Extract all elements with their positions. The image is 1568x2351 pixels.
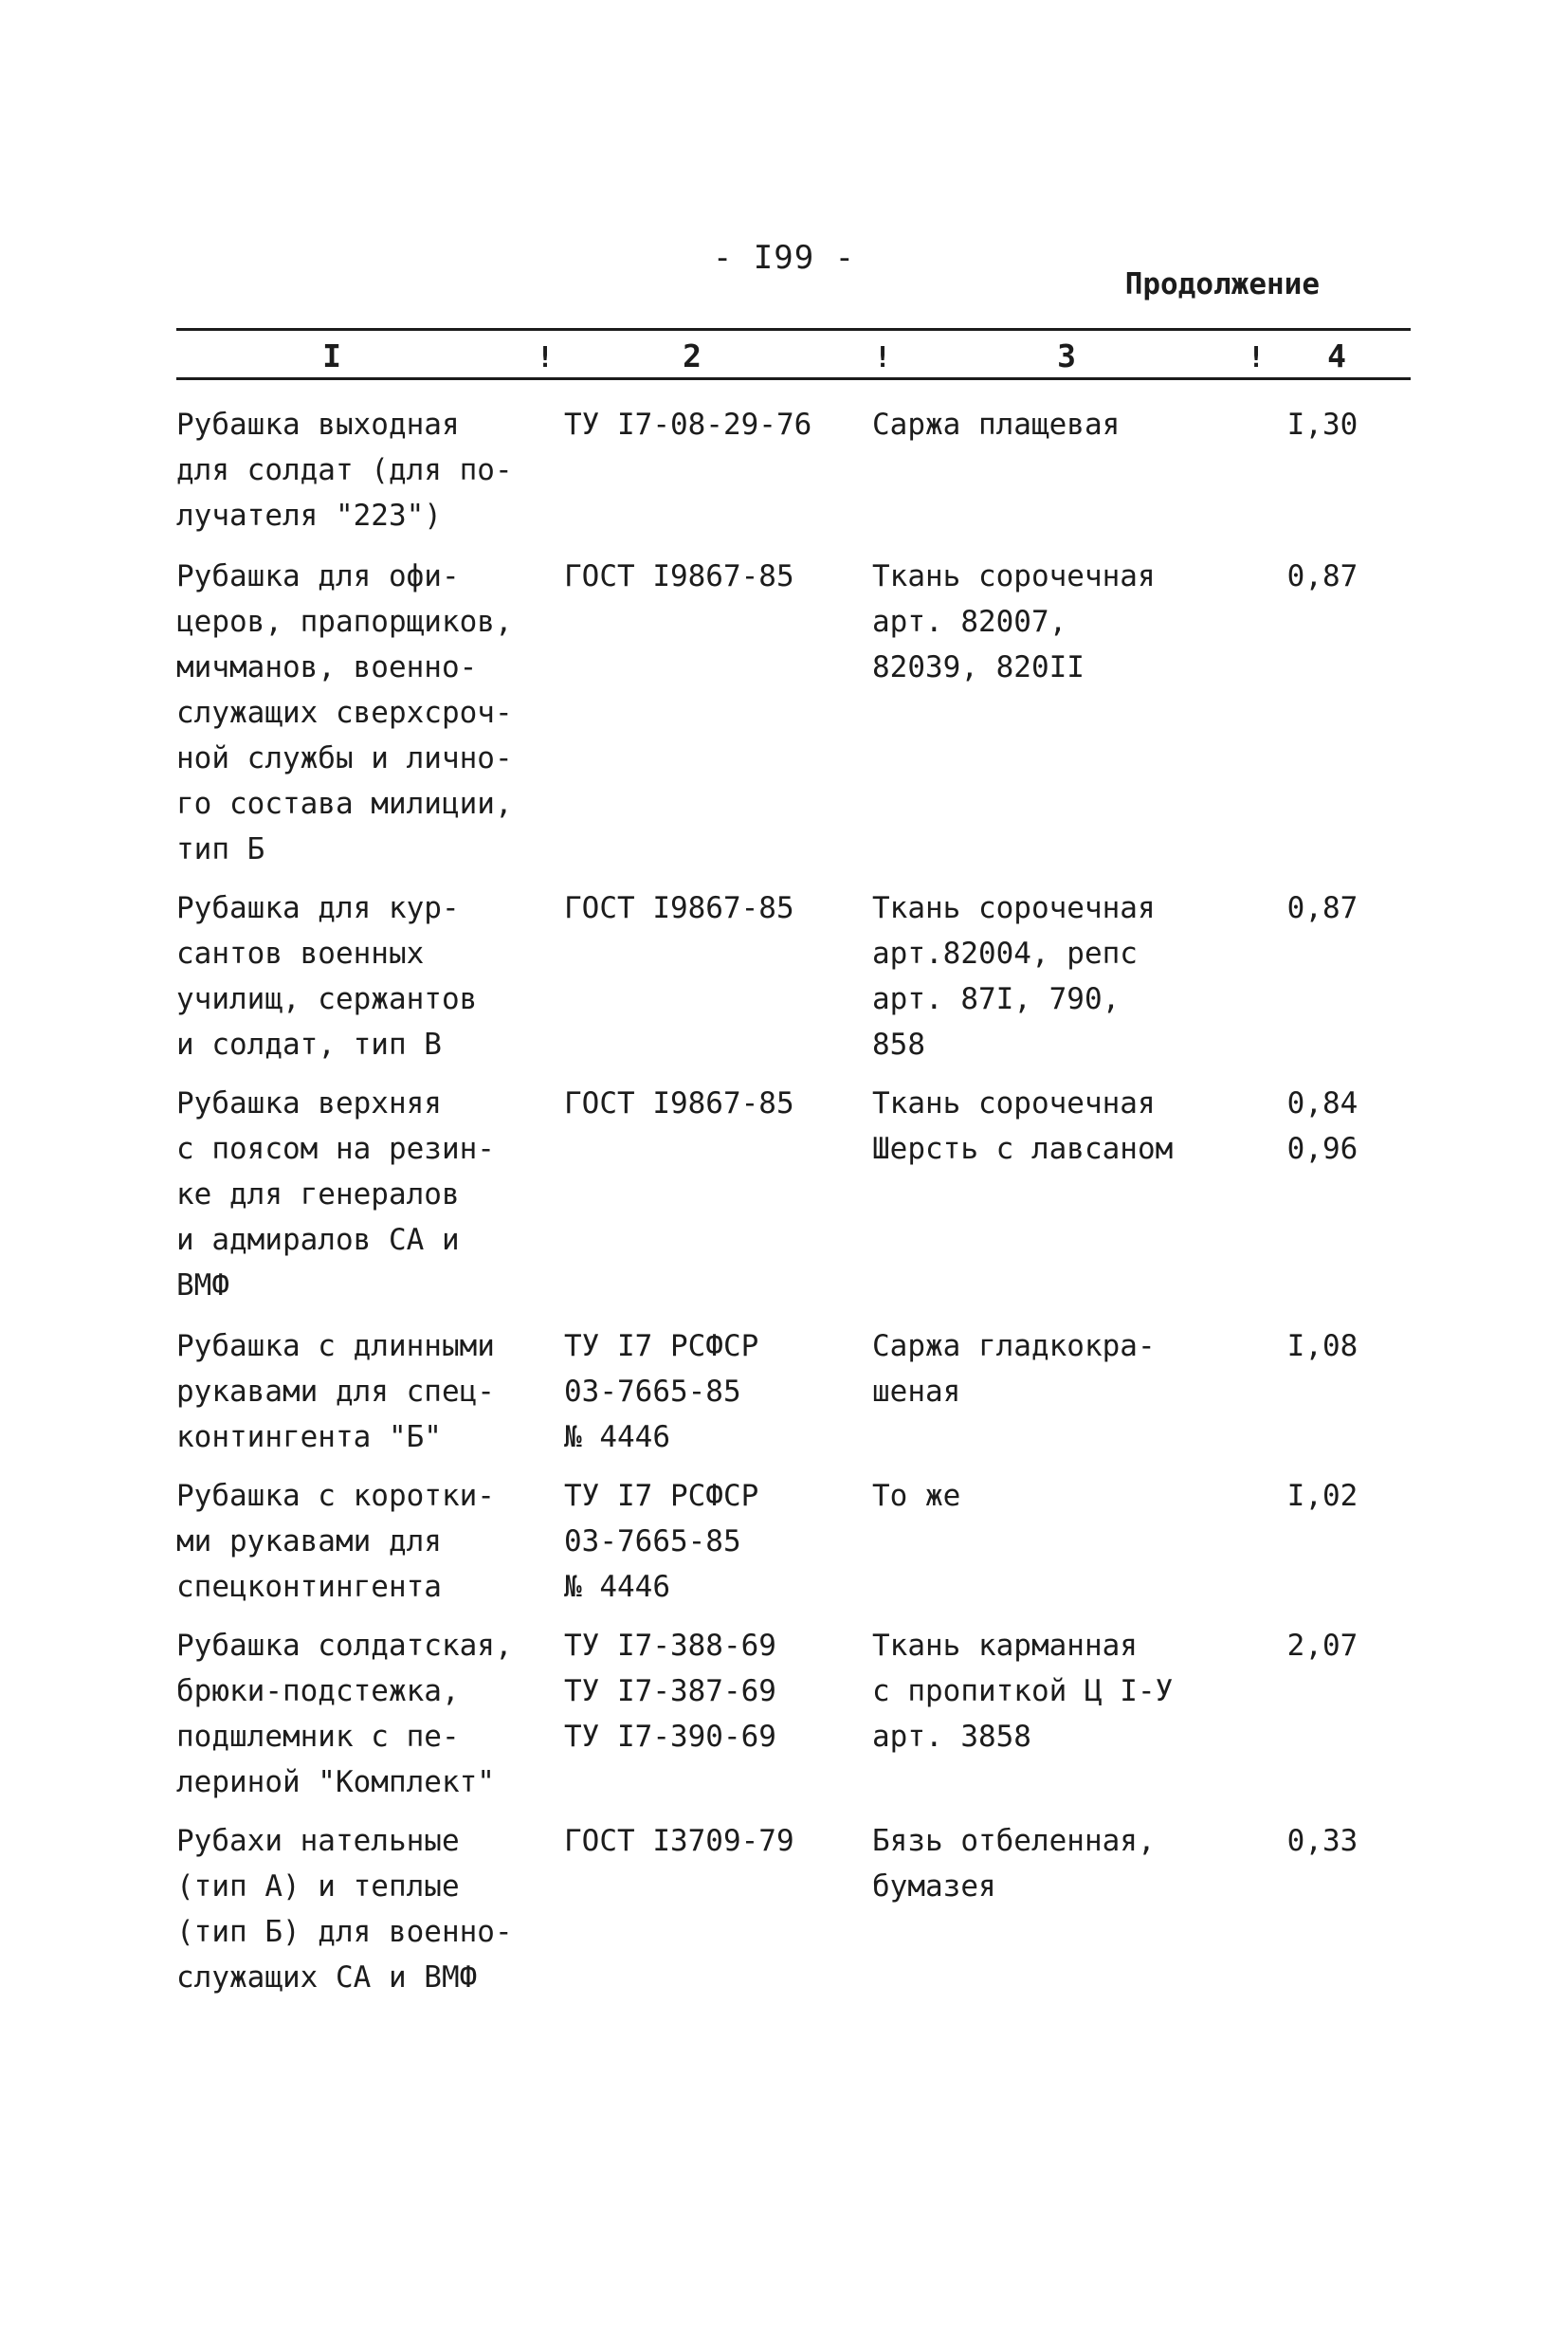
item-name: Рубашка верхняя с поясом на резин- ке для генералов и адмиралов СА и ВМФ [176,1086,495,1303]
norm-value: 0,87 [1286,891,1358,925]
header-separator: ! [874,341,892,374]
norm-value: 2,07 [1286,1629,1358,1663]
header-separator: ! [537,341,555,374]
header-col-1: I [322,337,341,374]
material: Ткань сорочечная Шерсть с лавсаном [872,1086,1174,1166]
item-name: Рубашка для офи- церов, прапорщиков, мичманов, военно- служащих сверхсроч- ной службы и лично- го состава милиции, тип Б [176,559,513,866]
material: Бязь отбеленная, бумазея [872,1824,1156,1904]
norm-value: 0,84 0,96 [1286,1086,1358,1166]
standard-ref: ТУ I7 РСФСР 03-7665-85 № 4446 [564,1329,759,1454]
norm-value: I,30 [1286,408,1358,442]
norm-value: 0,87 [1286,559,1358,593]
item-name: Рубашка выходная для солдат (для по- лучателя "223") [176,408,513,533]
material: То же [872,1479,961,1513]
item-name: Рубашка с длинными рукавами для спец- контингента "Б" [176,1329,495,1454]
header-col-2: 2 [683,337,702,374]
item-name: Рубашка для кур- сантов военных училищ, сержантов и солдат, тип В [176,891,478,1062]
standard-ref: ГОСТ I3709-79 [564,1824,794,1858]
standard-ref: ТУ I7 РСФСР 03-7665-85 № 4446 [564,1479,759,1604]
continuation-label: Продолжение [1124,267,1320,301]
standard-ref: ГОСТ I9867-85 [564,559,794,593]
material: Ткань карманная с пропиткой Ц I-У арт. 3858 [872,1629,1174,1754]
header-col-3: 3 [1057,337,1076,374]
norm-value: 0,33 [1286,1824,1358,1858]
material: Ткань сорочечная арт.82004, репс арт. 87I, 790, 858 [872,891,1156,1062]
material: Саржа гладкокра- шеная [872,1329,1156,1409]
standard-ref: ТУ I7-08-29-76 [564,408,812,442]
norm-value: I,02 [1286,1479,1358,1513]
standard-ref: ТУ I7-388-69 ТУ I7-387-69 ТУ I7-390-69 [564,1629,776,1754]
material: Ткань сорочечная арт. 82007, 82039, 820II [872,559,1156,684]
item-name: Рубахи нательные (тип А) и теплые (тип Б) для военно- служащих СА и ВМФ [176,1824,513,1995]
page-number: - I99 - [712,239,856,277]
item-name: Рубашка с коротки- ми рукавами для спецконтингента [176,1479,495,1604]
table-top-rule [176,328,1411,331]
standard-ref: ГОСТ I9867-85 [564,891,794,925]
table-header-rule [176,377,1411,380]
standard-ref: ГОСТ I9867-85 [564,1086,794,1121]
material: Саржа плащевая [872,408,1121,442]
norm-value: I,08 [1286,1329,1358,1363]
header-separator: ! [1248,341,1266,374]
header-col-4: 4 [1327,337,1346,374]
item-name: Рубашка солдатская, брюки-подстежка, подшлемник с пе- лериной "Комплект" [176,1629,513,1799]
